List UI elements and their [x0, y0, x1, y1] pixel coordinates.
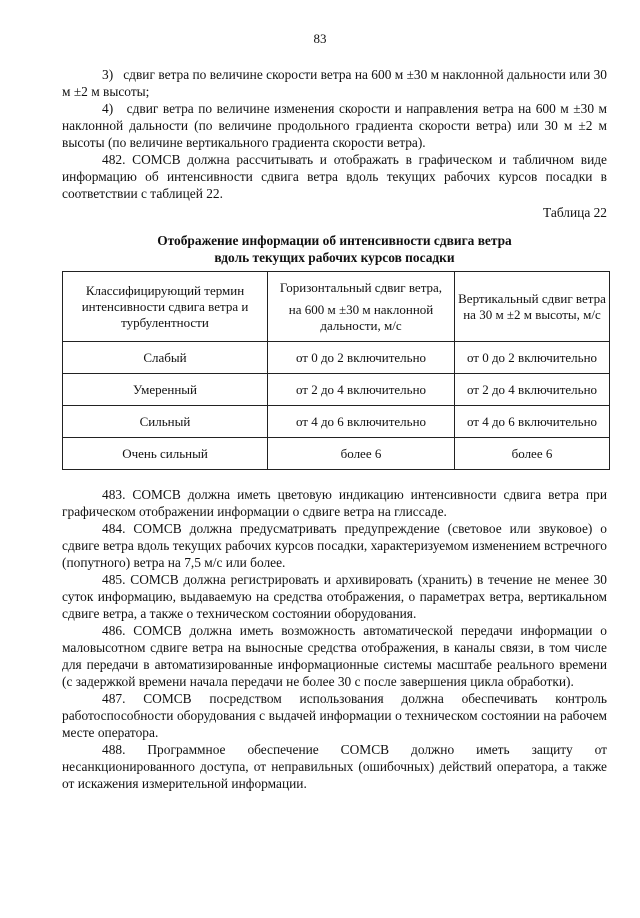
table-row [63, 438, 610, 470]
paragraph-488: 488. Программное обеспечение СОМСВ должно иметь защиту от несанкционированного доступа, от неправильных (ошибочных) действий оператора, а также от искажения измерительной информации. [62, 742, 607, 791]
cell-term: Слабый [63, 342, 268, 374]
header-vertical-shear-title: Вертикальный сдвиг ветра [458, 290, 606, 306]
table-title-line-2: вдоль текущих рабочих курсов посадки [214, 250, 455, 265]
cell-horizontal: от 2 до 4 включительно [268, 374, 455, 406]
table-row [63, 406, 610, 438]
paragraph-484: 484. СОМСВ должна предусматривать предупреждение (световое или звуковое) о сдвиге ветра вдоль текущих рабочих курсов посадки, характеризуемом изменением встречного (попутного) ветра на 7,5 м/с или более. [62, 521, 607, 570]
paragraph-item-3: 3) сдвиг ветра по величине скорости ветра на 600 м ±30 м наклонной дальности или 30 м ±2 м высоты; [62, 67, 607, 99]
wind-shear-table [62, 271, 610, 470]
header-horizontal-shear [268, 272, 455, 342]
header-horizontal-shear-title: Горизонтальный сдвиг ветра, [279, 279, 443, 295]
requirements-section [62, 486, 607, 792]
cell-horizontal: более 6 [268, 438, 455, 470]
cell-term: Сильный [63, 406, 268, 438]
header-vertical-shear [455, 272, 610, 342]
header-horizontal-shear-units: на 600 м ±30 м наклонной дальности, м/с [288, 301, 434, 333]
table-row [63, 374, 610, 406]
table-title-line-1: Отображение информации об интенсивности сдвига ветра [157, 233, 512, 248]
table-title [62, 232, 607, 266]
cell-vertical: от 2 до 4 включительно [455, 374, 610, 406]
intro-section [62, 66, 607, 202]
cell-term: Очень сильный [63, 438, 268, 470]
paragraph-item-4: 4) сдвиг ветра по величине изменения скорости и направления ветра на 600 м ±30 м наклонной дальности (по величине продольного градиента скорости ветра) или 30 м ±2 м высоты (по величине вертикального градиента скорости ветра). [62, 101, 607, 150]
paragraph-487: 487. СОМСВ посредством использования должна обеспечивать контроль работоспособности оборудования с выдачей информации о техническом состоянии на рабочем месте оператора. [62, 691, 607, 740]
paragraph-486: 486. СОМСВ должна иметь возможность автоматической передачи информации о маловысотном сдвиге ветра на выносные средства отображения, в каналы связи, в том числе для передачи в автоматизированные информационные системы масштабе реального времени (с задержкой времени начала передачи не более 30 с после завершения цикла обработки). [62, 623, 607, 689]
table-row [63, 342, 610, 374]
table-label: Таблица 22 [543, 205, 607, 220]
cell-horizontal: от 0 до 2 включительно [268, 342, 455, 374]
header-vertical-shear-units: на 30 м ±2 м высоты, м/с [463, 306, 601, 322]
paragraph-485: 485. СОМСВ должна регистрировать и архивировать (хранить) в течение не менее 30 суток информацию, выдаваемую на средства отображения, о параметрах ветра, вертикальном сдвиге ветра, а также о техническом состоянии оборудования. [62, 572, 607, 621]
cell-vertical: от 0 до 2 включительно [455, 342, 610, 374]
cell-term: Умеренный [63, 374, 268, 406]
cell-vertical: более 6 [455, 438, 610, 470]
paragraph-483: 483. СОМСВ должна иметь цветовую индикацию интенсивности сдвига ветра при графическом отображении информации о сдвиге ветра на глиссаде. [62, 487, 607, 519]
page-number: 83 [313, 31, 327, 46]
cell-vertical: от 4 до 6 включительно [455, 406, 610, 438]
header-classification-term: Классифицирующий термин интенсивности сдвига ветра и турбулентности [63, 272, 268, 342]
table-header-row [63, 272, 610, 342]
paragraph-482: 482. СОМСВ должна рассчитывать и отображать в графическом и табличном виде информацию об интенсивности сдвига ветра вдоль текущих рабочих курсов посадки в соответствии с таблицей 22. [62, 152, 607, 201]
cell-horizontal: от 4 до 6 включительно [268, 406, 455, 438]
